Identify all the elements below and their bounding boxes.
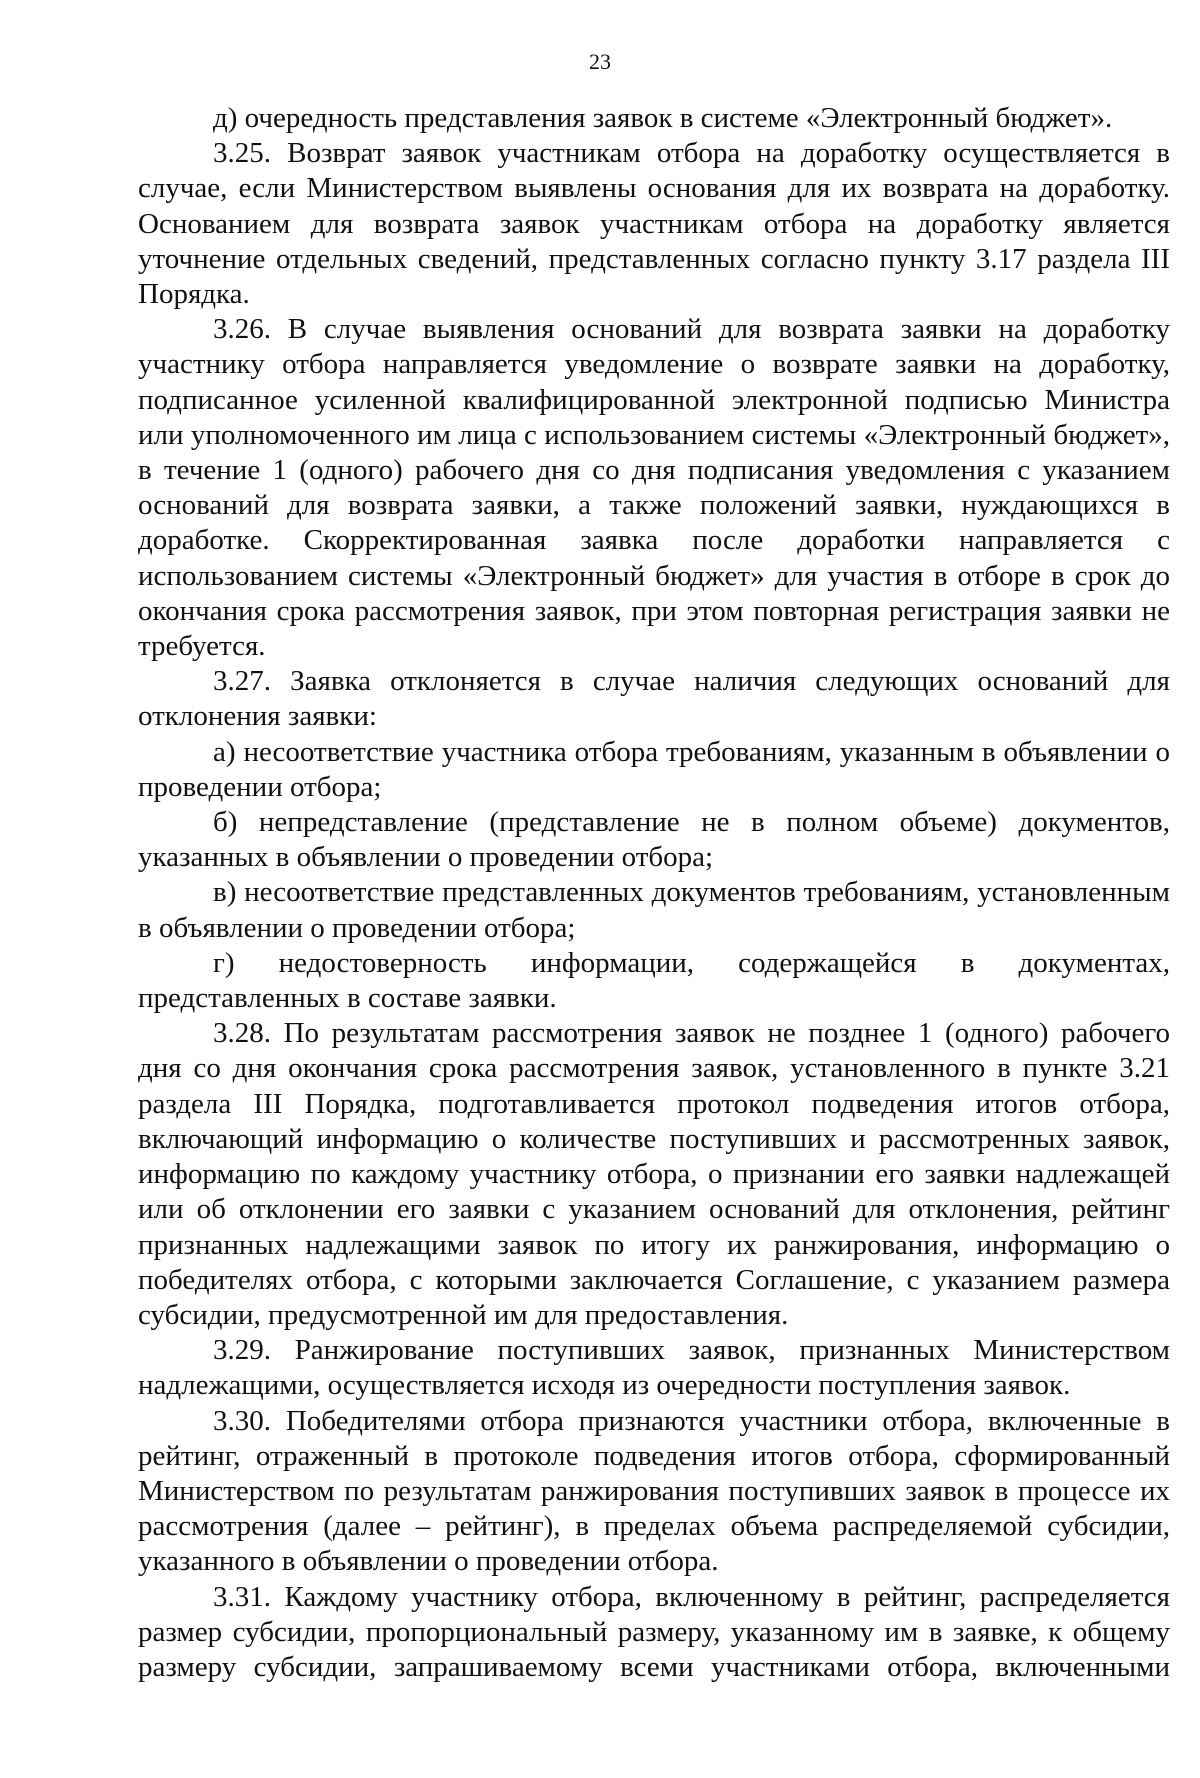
paragraph-3-30: 3.30. Победителями отбора признаются участники отбора, включенные в рейтинг, отраженный в протоколе подведения итогов отбора, сформированный Министерством по результатам ранжирования поступивших заявок в процессе их рассмотрения (далее – рейтинг), в пределах объема распределяемой субсидии, указанного в объявлении о проведении отбора.	[138, 1404, 1170, 1578]
paragraph-3-27-v: в) несоответствие представленных документов требованиям, установленным в объявлении о проведении отбора;	[138, 876, 1170, 944]
paragraph-3-27-a: а) несоответствие участника отбора требованиям, указанным в объявлении о проведении отбора;	[138, 735, 1170, 803]
paragraph-item-d: д) очередность представления заявок в системе «Электронный бюджет».	[213, 102, 1113, 134]
paragraph-3-27: 3.27. Заявка отклоняется в случае наличия следующих оснований для отклонения заявки:	[138, 665, 1170, 733]
paragraph-3-26: 3.26. В случае выявления оснований для возврата заявки на доработку участнику отбора направляется уведомление о возврате заявки на доработку, подписанное усиленной квалифицированной электронной подписью Министра или уполномоченного им лица с использованием системы «Электронный бюджет», в течение 1 (одного) рабочего дня со дня подписания уведомления с указанием оснований для возврата заявки, а также положений заявки, нуждающихся в доработке. Скорректированная заявка после доработки направляется с использованием системы «Электронный бюджет» для участия в отборе в срок до окончания срока рассмотрения заявок, при этом повторная регистрация заявки не требуется.	[138, 313, 1170, 663]
paragraph-3-31: 3.31. Каждому участнику отбора, включенному в рейтинг, распределяется размер субсидии, пропорциональный размеру, указанному им в заявке, к общему размеру субсидии, запрашиваемому всеми участниками отбора, включенными	[138, 1580, 1170, 1683]
paragraph-3-29: 3.29. Ранжирование поступивших заявок, признанных Министерством надлежащими, осуществляется исходя из очередности поступления заявок.	[138, 1334, 1170, 1402]
paragraph-3-27-b: б) непредставление (представление не в полном объеме) документов, указанных в объявлении о проведении отбора;	[138, 806, 1170, 874]
document-body	[138, 101, 1170, 1685]
paragraph-3-27-g: г) недостоверность информации, содержащейся в документах, представленных в составе заявки.	[138, 946, 1170, 1015]
page-number: 23	[589, 49, 611, 74]
paragraph-3-28: 3.28. По результатам рассмотрения заявок не позднее 1 (одного) рабочего дня со дня окончания срока рассмотрения заявок, установленного в пункте 3.21 раздела III Порядка, подготавливается протокол подведения итогов отбора, включающий информацию о количестве поступивших и рассмотренных заявок, информацию по каждому участнику отбора, о признании его заявки надлежащей или об отклонении его заявки с указанием оснований для отклонения, рейтинг признанных надлежащими заявок по итогу их ранжирования, информацию о победителях отбора, с которыми заключается Соглашение, с указанием размера субсидии, предусмотренной им для предоставления.	[138, 1017, 1170, 1331]
paragraph-3-25: 3.25. Возврат заявок участникам отбора на доработку осуществляется в случае, если Министерством выявлены основания для их возврата на доработку. Основанием для возврата заявок участникам отбора на доработку является уточнение отдельных сведений, представленных согласно пункту 3.17 раздела III Порядка.	[138, 137, 1170, 311]
